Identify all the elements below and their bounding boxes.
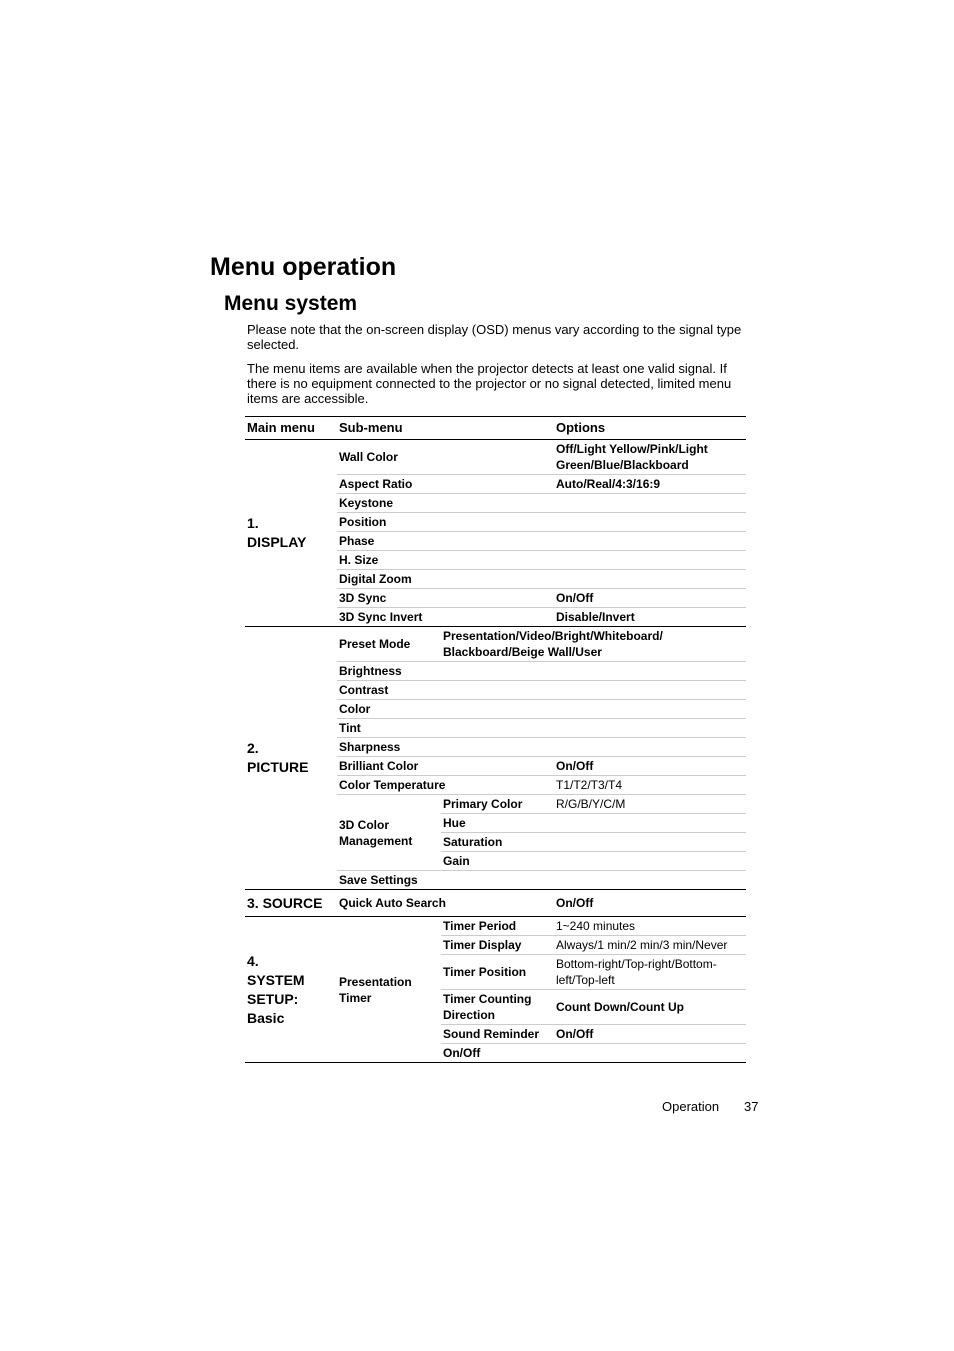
main-menu-number: 4. bbox=[247, 952, 259, 969]
options-cell bbox=[554, 681, 746, 700]
table-row bbox=[245, 627, 746, 662]
submenu-cell: Wall Color bbox=[337, 440, 554, 475]
submenu-cell-presentation-timer bbox=[337, 917, 441, 1063]
options-cell bbox=[554, 719, 746, 738]
main-menu-label: SYSTEM bbox=[247, 971, 305, 988]
submenu2-cell: Primary Color bbox=[441, 795, 554, 814]
submenu2-cell: Timer Position bbox=[441, 955, 554, 990]
submenu2-cell: Sound Reminder bbox=[441, 1025, 554, 1044]
options-cell: Disable/Invert bbox=[554, 608, 746, 627]
options-cell: On/Off bbox=[554, 890, 746, 917]
submenu-cell: Preset Mode bbox=[337, 627, 441, 662]
section-title: Menu system bbox=[224, 292, 358, 315]
main-menu-label: Basic bbox=[247, 1009, 285, 1026]
main-menu-picture bbox=[245, 627, 337, 890]
submenu-cell: Tint bbox=[337, 719, 554, 738]
table-row bbox=[245, 917, 746, 936]
submenu-cell: Phase bbox=[337, 532, 554, 551]
submenu2-cell: Timer Display bbox=[441, 936, 554, 955]
submenu2-cell: Hue bbox=[441, 814, 554, 833]
options-cell: On/Off bbox=[554, 757, 746, 776]
submenu-cell: Brilliant Color bbox=[337, 757, 554, 776]
submenu2-cell: Timer Period bbox=[441, 917, 554, 936]
options-cell: On/Off bbox=[554, 589, 746, 608]
header-options: Options bbox=[554, 417, 746, 440]
submenu-label: Presentation bbox=[339, 974, 412, 989]
submenu-cell: 3D Sync Invert bbox=[337, 608, 554, 627]
submenu-label: Timer bbox=[339, 990, 372, 1005]
header-main-menu: Main menu bbox=[245, 417, 337, 440]
submenu-cell: Keystone bbox=[337, 494, 554, 513]
submenu-cell: Digital Zoom bbox=[337, 570, 554, 589]
options-cell: Count Down/Count Up bbox=[554, 990, 746, 1025]
page-title: Menu operation bbox=[210, 253, 397, 281]
submenu-cell: Brightness bbox=[337, 662, 554, 681]
options-cell: Always/1 min/2 min/3 min/Never bbox=[554, 936, 746, 955]
submenu-cell: Quick Auto Search bbox=[337, 890, 554, 917]
submenu-cell-3d-color bbox=[337, 795, 441, 871]
submenu-cell: Aspect Ratio bbox=[337, 475, 554, 494]
main-menu-source: 3. SOURCE bbox=[245, 890, 337, 917]
table-row bbox=[245, 890, 746, 917]
availability-paragraph: The menu items are available when the projector detects at least one valid signal. If there is no equipment connected to the projector or no signal detected, limited menu items are accessible. bbox=[247, 361, 732, 406]
submenu2-cell: Gain bbox=[441, 852, 554, 871]
submenu-cell: Color Temperature bbox=[337, 776, 554, 795]
main-menu-label: DISPLAY bbox=[247, 534, 307, 550]
options-cell: Off/Light Yellow/Pink/Light Green/Blue/Blackboard bbox=[554, 440, 746, 475]
options-cell: R/G/B/Y/C/M bbox=[554, 795, 746, 814]
options-cell bbox=[554, 532, 746, 551]
options-cell bbox=[554, 852, 746, 871]
submenu-label: 3D Color bbox=[339, 817, 390, 832]
main-menu-label: PICTURE bbox=[247, 759, 309, 775]
intro-paragraph: Please note that the on-screen display (OSD) menus vary according to the signal type selected. bbox=[247, 322, 742, 352]
options-cell bbox=[554, 494, 746, 513]
submenu-cell: Color bbox=[337, 700, 554, 719]
options-cell bbox=[554, 513, 746, 532]
submenu-cell: Sharpness bbox=[337, 738, 554, 757]
submenu-cell: 3D Sync bbox=[337, 589, 554, 608]
submenu2-cell: Timer Counting Direction bbox=[441, 990, 554, 1025]
options-cell bbox=[554, 551, 746, 570]
options-cell: Auto/Real/4:3/16:9 bbox=[554, 475, 746, 494]
menu-system-table bbox=[245, 416, 746, 1063]
options-cell bbox=[554, 570, 746, 589]
options-cell: On/Off bbox=[554, 1025, 746, 1044]
main-menu-number: 2. bbox=[247, 740, 259, 756]
table-row bbox=[245, 440, 746, 475]
options-cell: 1~240 minutes bbox=[554, 917, 746, 936]
main-menu-label: SETUP: bbox=[247, 990, 299, 1007]
main-menu-display bbox=[245, 440, 337, 627]
submenu-cell: Contrast bbox=[337, 681, 554, 700]
main-menu-system-setup bbox=[245, 917, 337, 1063]
options-cell: Bottom-right/Top-right/Bottom-left/Top-left bbox=[554, 955, 746, 990]
submenu2-cell: On/Off bbox=[441, 1044, 554, 1063]
submenu-cell: H. Size bbox=[337, 551, 554, 570]
submenu-label: Management bbox=[339, 833, 413, 848]
page-number: 37 bbox=[744, 1099, 759, 1114]
footer-section-label: Operation bbox=[662, 1099, 720, 1114]
main-menu-number: 1. bbox=[247, 515, 259, 531]
submenu2-cell: Saturation bbox=[441, 833, 554, 852]
options-cell bbox=[554, 738, 746, 757]
submenu-cell: Save Settings bbox=[337, 871, 746, 890]
options-cell bbox=[554, 814, 746, 833]
options-cell bbox=[554, 1044, 746, 1063]
submenu-cell: Position bbox=[337, 513, 554, 532]
header-sub-menu: Sub-menu bbox=[337, 417, 554, 440]
options-cell bbox=[554, 833, 746, 852]
table-header-row bbox=[245, 417, 746, 440]
options-cell bbox=[554, 662, 746, 681]
options-cell: T1/T2/T3/T4 bbox=[554, 776, 746, 795]
options-cell: Presentation/Video/Bright/Whiteboard/ Blackboard/Beige Wall/User bbox=[441, 627, 746, 662]
options-cell bbox=[554, 700, 746, 719]
